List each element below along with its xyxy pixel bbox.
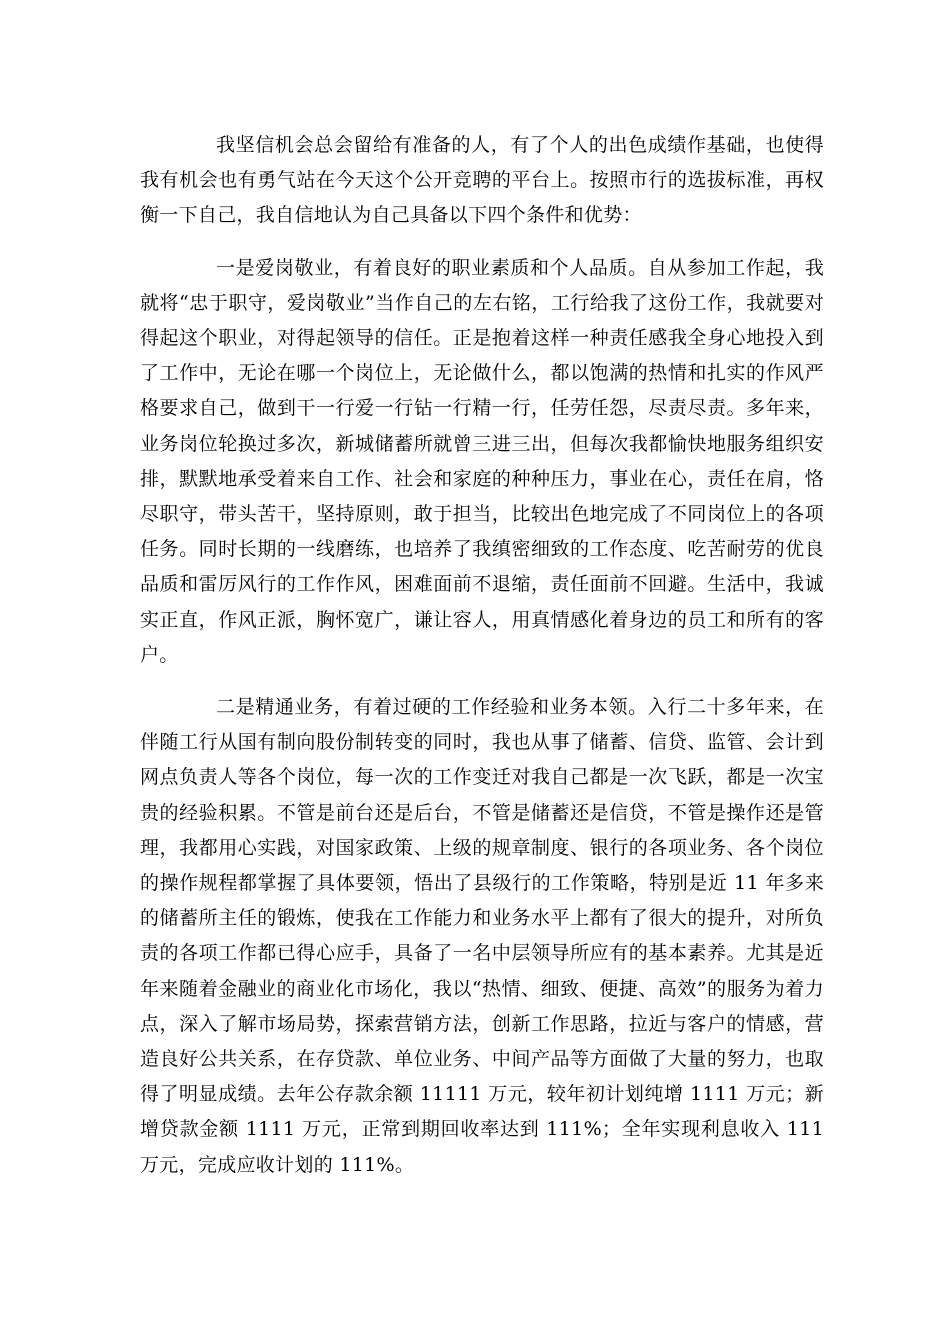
document-body (140, 128, 824, 1200)
paragraph-point-one: 一是爱岗敬业，有着良好的职业素质和个人品质。自从参加工作起，我就将“忠于职守，爱岗敬业”当作自己的左右铭，工行给我了这份工作，我就要对得起这个职业，对得起领导的信任。正是抱着这样一种责任感我全身心地投入到了工作中，无论在哪一个岗位上，无论做什么，都以饱满的热情和扎实的作风严格要求自己，做到干一行爱一行钻一行精一行，任劳任怨，尽责尽责。多年来，业务岗位轮换过多次，新城储蓄所就曾三进三出，但每次我都愉快地服务组织安排，默默地承受着来自工作、社会和家庭的种种压力，事业在心，责任在肩，恪尽职守，带头苦干，坚持原则，敢于担当，比较出色地完成了不同岗位上的各项任务。同时长期的一线磨练，也培养了我缜密细致的工作态度、吃苦耐劳的优良品质和雷厉风行的工作作风，困难面前不退缩，责任面前不回避。生活中，我诚实正直，作风正派，胸怀宽广，谦让容人，用真情感化着身边的员工和所有的客户。 (140, 256, 824, 666)
paragraph-intro: 我坚信机会总会留给有准备的人，有了个人的出色成绩作基础，也使得我有机会也有勇气站在今天这个公开竞聘的平台上。按照市行的选拔标准，再权衡一下自己，我自信地认为自己具备以下四个条件和优势： (140, 134, 824, 227)
paragraph-point-two: 二是精通业务，有着过硬的工作经验和业务本领。入行二十多年来，在伴随工行从国有制向股份制转变的同时，我也从事了储蓄、信贷、监管、会计到网点负责人等各个岗位，每一次的工作变迁对我自己都是一次飞跃，都是一次宝贵的经验积累。不管是前台还是后台，不管是储蓄还是信贷，不管是操作还是管理，我都用心实践，对国家政策、上级的规章制度、银行的各项业务、各个岗位的操作规程都掌握了具体要领，悟出了县级行的工作策略，特别是近 11 年多来的储蓄所主任的锻炼，使我在工作能力和业务水平上都有了很大的提升，对所负责的各项工作都已得心应手，具备了一名中层领导所应有的基本素养。尤其是近年来随着金融业的商业化市场化，我以“热情、细致、便捷、高效”的服务为着力点，深入了解市场局势，探索营销方法，创新工作思路，拉近与客户的情感，营造良好公共关系，在存贷款、单位业务、中间产品等方面做了大量的努力，也取得了明显成绩。去年公存款余额 11111 万元，较年初计划纯增 1111 万元；新增贷款金额 1111 万元，正常到期回收率达到 111%；全年实现利息收入 111 万元，完成应收计划的 111%。 (140, 696, 824, 1176)
